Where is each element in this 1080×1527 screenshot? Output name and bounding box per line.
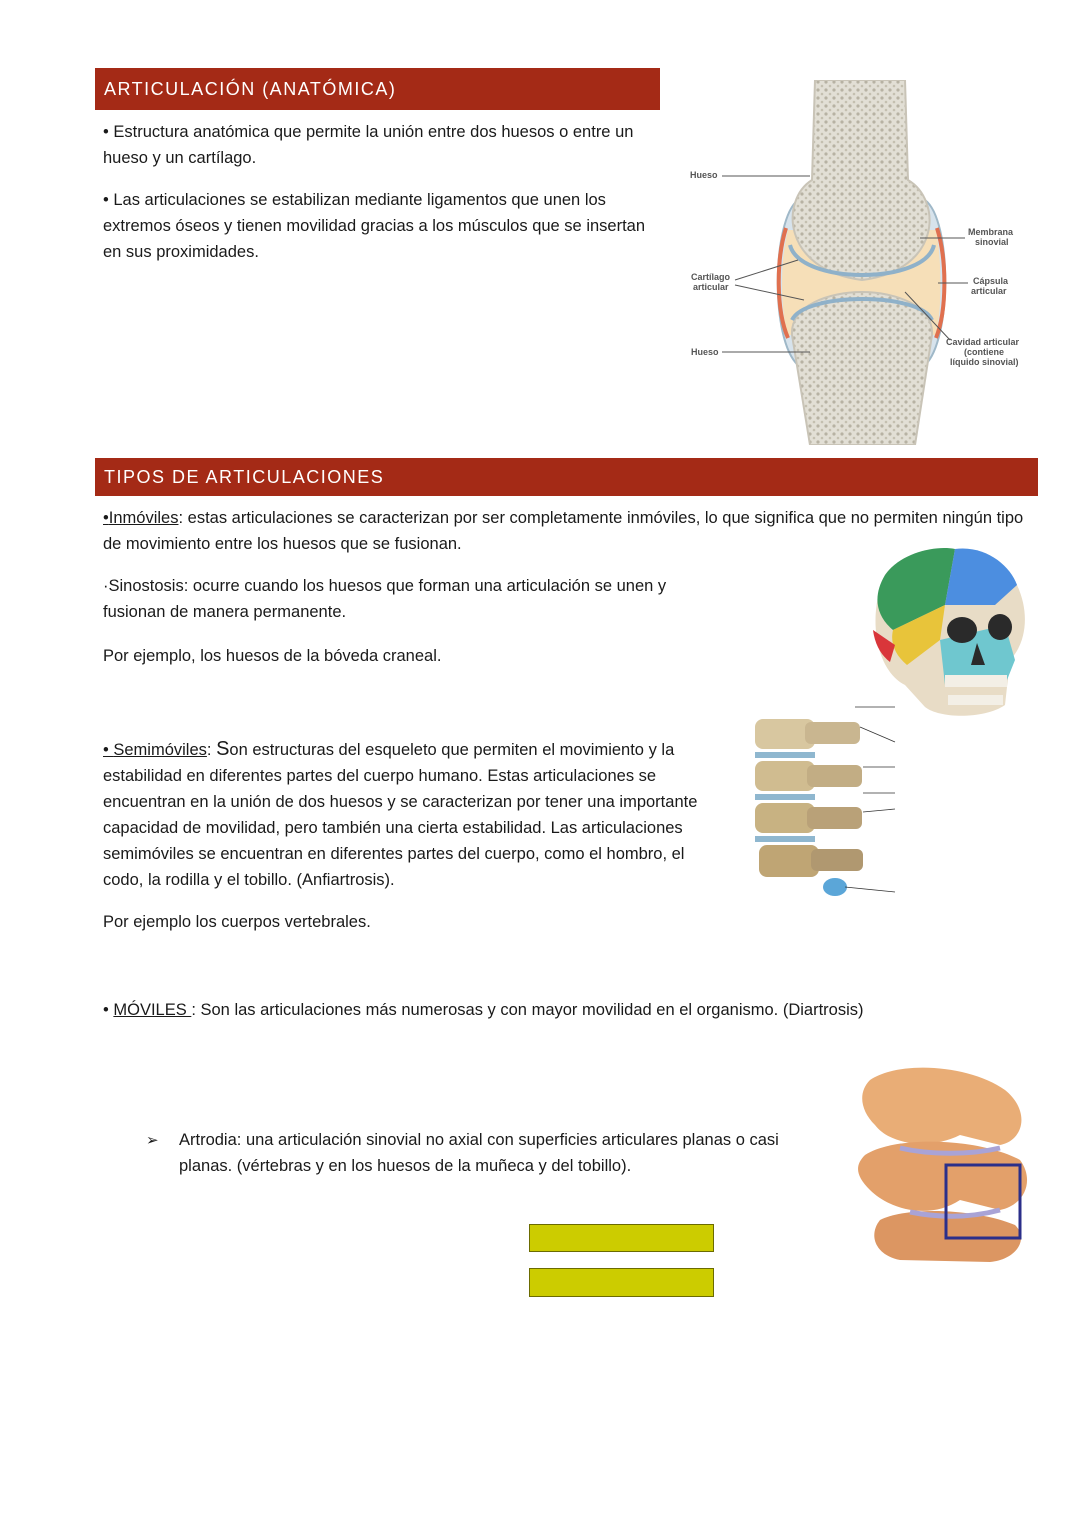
label-cavidad-3: líquido sinovial) (950, 357, 1019, 367)
label-cavidad-1: Cavidad articular (946, 337, 1020, 347)
semimoviles-text: on estructuras del esqueleto que permiten el movimiento y la estabilidad en diferentes partes del cuerpo humano. Estas articulaciones se encuentran en la unión de dos huesos y se caracterizan por tener una importante capacidad de movilidad, pero también una cierta estabilidad. Las articulaciones semimóviles se encuentran en diferentes partes del cuerpo, como el hombro, el codo, la rodilla y el tobillo. (Anfiartrosis). (103, 741, 698, 889)
highlight-box-1 (529, 1224, 714, 1252)
label-hueso-inferior: Hueso (691, 347, 719, 357)
label-cavidad-2: (contiene (964, 347, 1005, 357)
label-membrana-2: sinovial (975, 237, 1009, 247)
inmoviles-text: : estas articulaciones se caracterizan por ser completamente inmóviles, lo que significa que no permiten ningún tipo de movimiento entre los huesos que se fusionan. (103, 509, 1024, 553)
semimoviles-bullet: • (103, 741, 114, 759)
paragraph-semimoviles (103, 736, 728, 893)
moviles-text: : Son las articulaciones más numerosas y con mayor movilidad en el organismo. (Diartrosis) (191, 1001, 864, 1019)
semimoviles-term: Semimóviles (113, 741, 207, 759)
label-cartilago-2: articular (693, 282, 729, 292)
section-heading-text: TIPOS DE ARTICULACIONES (104, 466, 385, 487)
label-capsula-2: articular (971, 286, 1007, 296)
paragraph-ejemplo-vertebras: Por ejemplo los cuerpos vertebrales. (103, 913, 371, 931)
label-membrana-1: Membrana (968, 227, 1014, 237)
paragraph-sinostosis: ·Sinostosis: ocurre cuando los huesos que forman una articulación se unen y fusionan de manera permanente. (103, 577, 667, 621)
moviles-bullet: • (103, 1001, 114, 1019)
paragraph-ejemplo-craneo: Por ejemplo, los huesos de la bóveda craneal. (103, 647, 442, 665)
semimoviles-big-s: S (216, 738, 230, 760)
paragraph-moviles (103, 997, 1028, 1023)
semimoviles-colon: : (206, 741, 217, 759)
label-capsula-1: Cápsula (973, 276, 1009, 286)
section-heading-tipos (95, 458, 1038, 496)
section-heading-articulacion (95, 68, 660, 110)
moviles-term: MÓVILES (113, 1001, 192, 1019)
section-heading-text: ARTICULACIÓN (ANATÓMICA) (104, 78, 397, 99)
inmoviles-bullet: • (103, 509, 109, 527)
highlight-box-2 (529, 1268, 714, 1297)
label-cartilago-1: Cartílago (691, 272, 731, 282)
arrow-bullet-icon: ➢ (146, 1131, 159, 1149)
vertebrae-illustration (745, 697, 915, 912)
skull-illustration (845, 535, 1040, 720)
label-hueso-superior: Hueso (690, 170, 718, 180)
inmoviles-term: Inmóviles (108, 509, 179, 527)
joint-anatomy-diagram (680, 80, 1040, 445)
artrodia-illustration (840, 1060, 1035, 1265)
paragraph-estabilizacion: • Las articulaciones se estabilizan mediante ligamentos que unen los extremos óseos y tienen movilidad gracias a los músculos que se insertan en sus proximidades. (103, 191, 646, 261)
paragraph-artrodia: Artrodia: una articulación sinovial no axial con superficies articulares planas o casi planas. (vértebras y en los huesos de la muñeca y del tobillo). (179, 1131, 779, 1175)
paragraph-definicion: • Estructura anatómica que permite la unión entre dos huesos o entre un hueso y un cartílago. (103, 123, 634, 167)
